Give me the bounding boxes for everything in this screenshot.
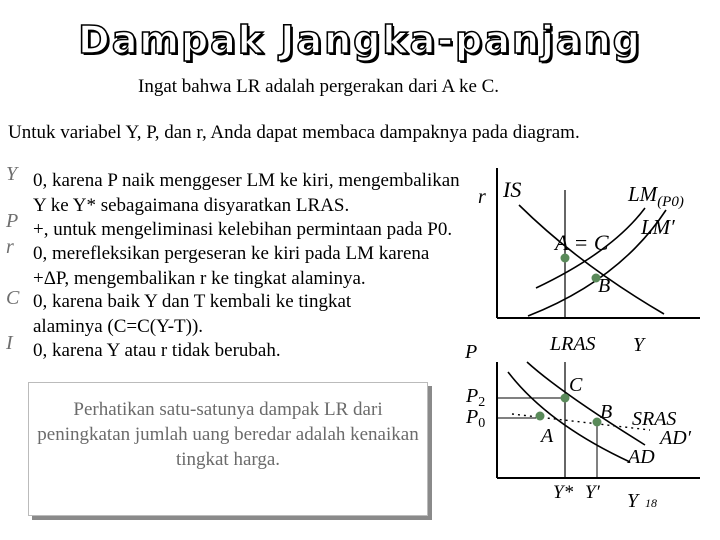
effect-p-line1: +, untuk mengeliminasi kelebihan permintaan pada P0. bbox=[33, 219, 453, 240]
var-y-label: Y bbox=[6, 163, 18, 185]
point-a-label: A bbox=[541, 425, 554, 447]
page-title: Dampak Jangka-panjang bbox=[78, 18, 642, 62]
lm-p0-sub: (P0) bbox=[657, 194, 684, 210]
effect-i-line1: 0, karena Y atau r tidak berubah. bbox=[33, 340, 281, 361]
effect-c-line1: 0, karena baik Y dan T kembali ke tingkat bbox=[33, 291, 352, 312]
effect-y-line1: 0, karena P naik menggeser LM ke kiri, mengembalikan bbox=[33, 170, 460, 191]
slide-number: 18 bbox=[645, 496, 657, 510]
ad-prime-label: AD′ bbox=[660, 427, 692, 449]
intro-line-variables: Untuk variabel Y, P, dan r, Anda dapat membaca dampaknya pada diagram. bbox=[8, 122, 580, 143]
lm-p0-main: LM bbox=[628, 182, 658, 206]
lras-label: LRAS bbox=[550, 333, 596, 355]
top-axis-r-label: r bbox=[478, 186, 486, 208]
effect-r-line1: 0, merefleksikan pergeseran ke kiri pada LM karena bbox=[33, 243, 430, 264]
point-b-label: B bbox=[598, 275, 611, 297]
lm-prime-label: LM′ bbox=[641, 215, 675, 239]
point-ac-label: A = C bbox=[555, 230, 609, 255]
bottom-axis-p-label: P bbox=[465, 341, 478, 363]
effect-r-line2: +ΔP, mengembalikan r ke tingkat alaminya. bbox=[33, 268, 366, 289]
point-b-label-bottom: B bbox=[600, 401, 613, 423]
intro-line-lr: Ingat bahwa LR adalah pergerakan dari A ke C. bbox=[138, 76, 500, 97]
point-a-bottom bbox=[536, 412, 545, 421]
is-label: IS bbox=[503, 177, 522, 202]
p0-main: P bbox=[466, 406, 479, 428]
var-r-label: r bbox=[6, 236, 14, 258]
ystar-label: Y* bbox=[553, 482, 574, 503]
bottom-axis-y-label: Y bbox=[627, 490, 639, 512]
effect-c-line2: alaminya (C=C(Y-T)). bbox=[33, 316, 204, 337]
point-c-label: C bbox=[569, 374, 583, 396]
var-c-label: C bbox=[6, 287, 20, 309]
sras-label: SRAS bbox=[632, 408, 677, 430]
effect-y-line2: Y ke Y* sebagaimana disyaratkan LRAS. bbox=[33, 195, 350, 216]
yprime-label: Y′ bbox=[585, 482, 600, 503]
top-axis-y-label: Y bbox=[633, 334, 645, 356]
var-i-label: I bbox=[6, 332, 13, 354]
var-p-label: P bbox=[6, 210, 19, 232]
p2-main: P bbox=[466, 385, 479, 407]
sras-line bbox=[512, 414, 650, 430]
ad-label: AD bbox=[628, 446, 655, 468]
p0-sub: 0 bbox=[478, 416, 486, 431]
lm-p0-label bbox=[627, 182, 684, 210]
p2-sub: 2 bbox=[478, 395, 486, 410]
note-text: Perhatikan satu-satunya dampak LR dari peningkatan jumlah uang beredar adalah kenaikan tingkat harga. bbox=[37, 399, 419, 470]
